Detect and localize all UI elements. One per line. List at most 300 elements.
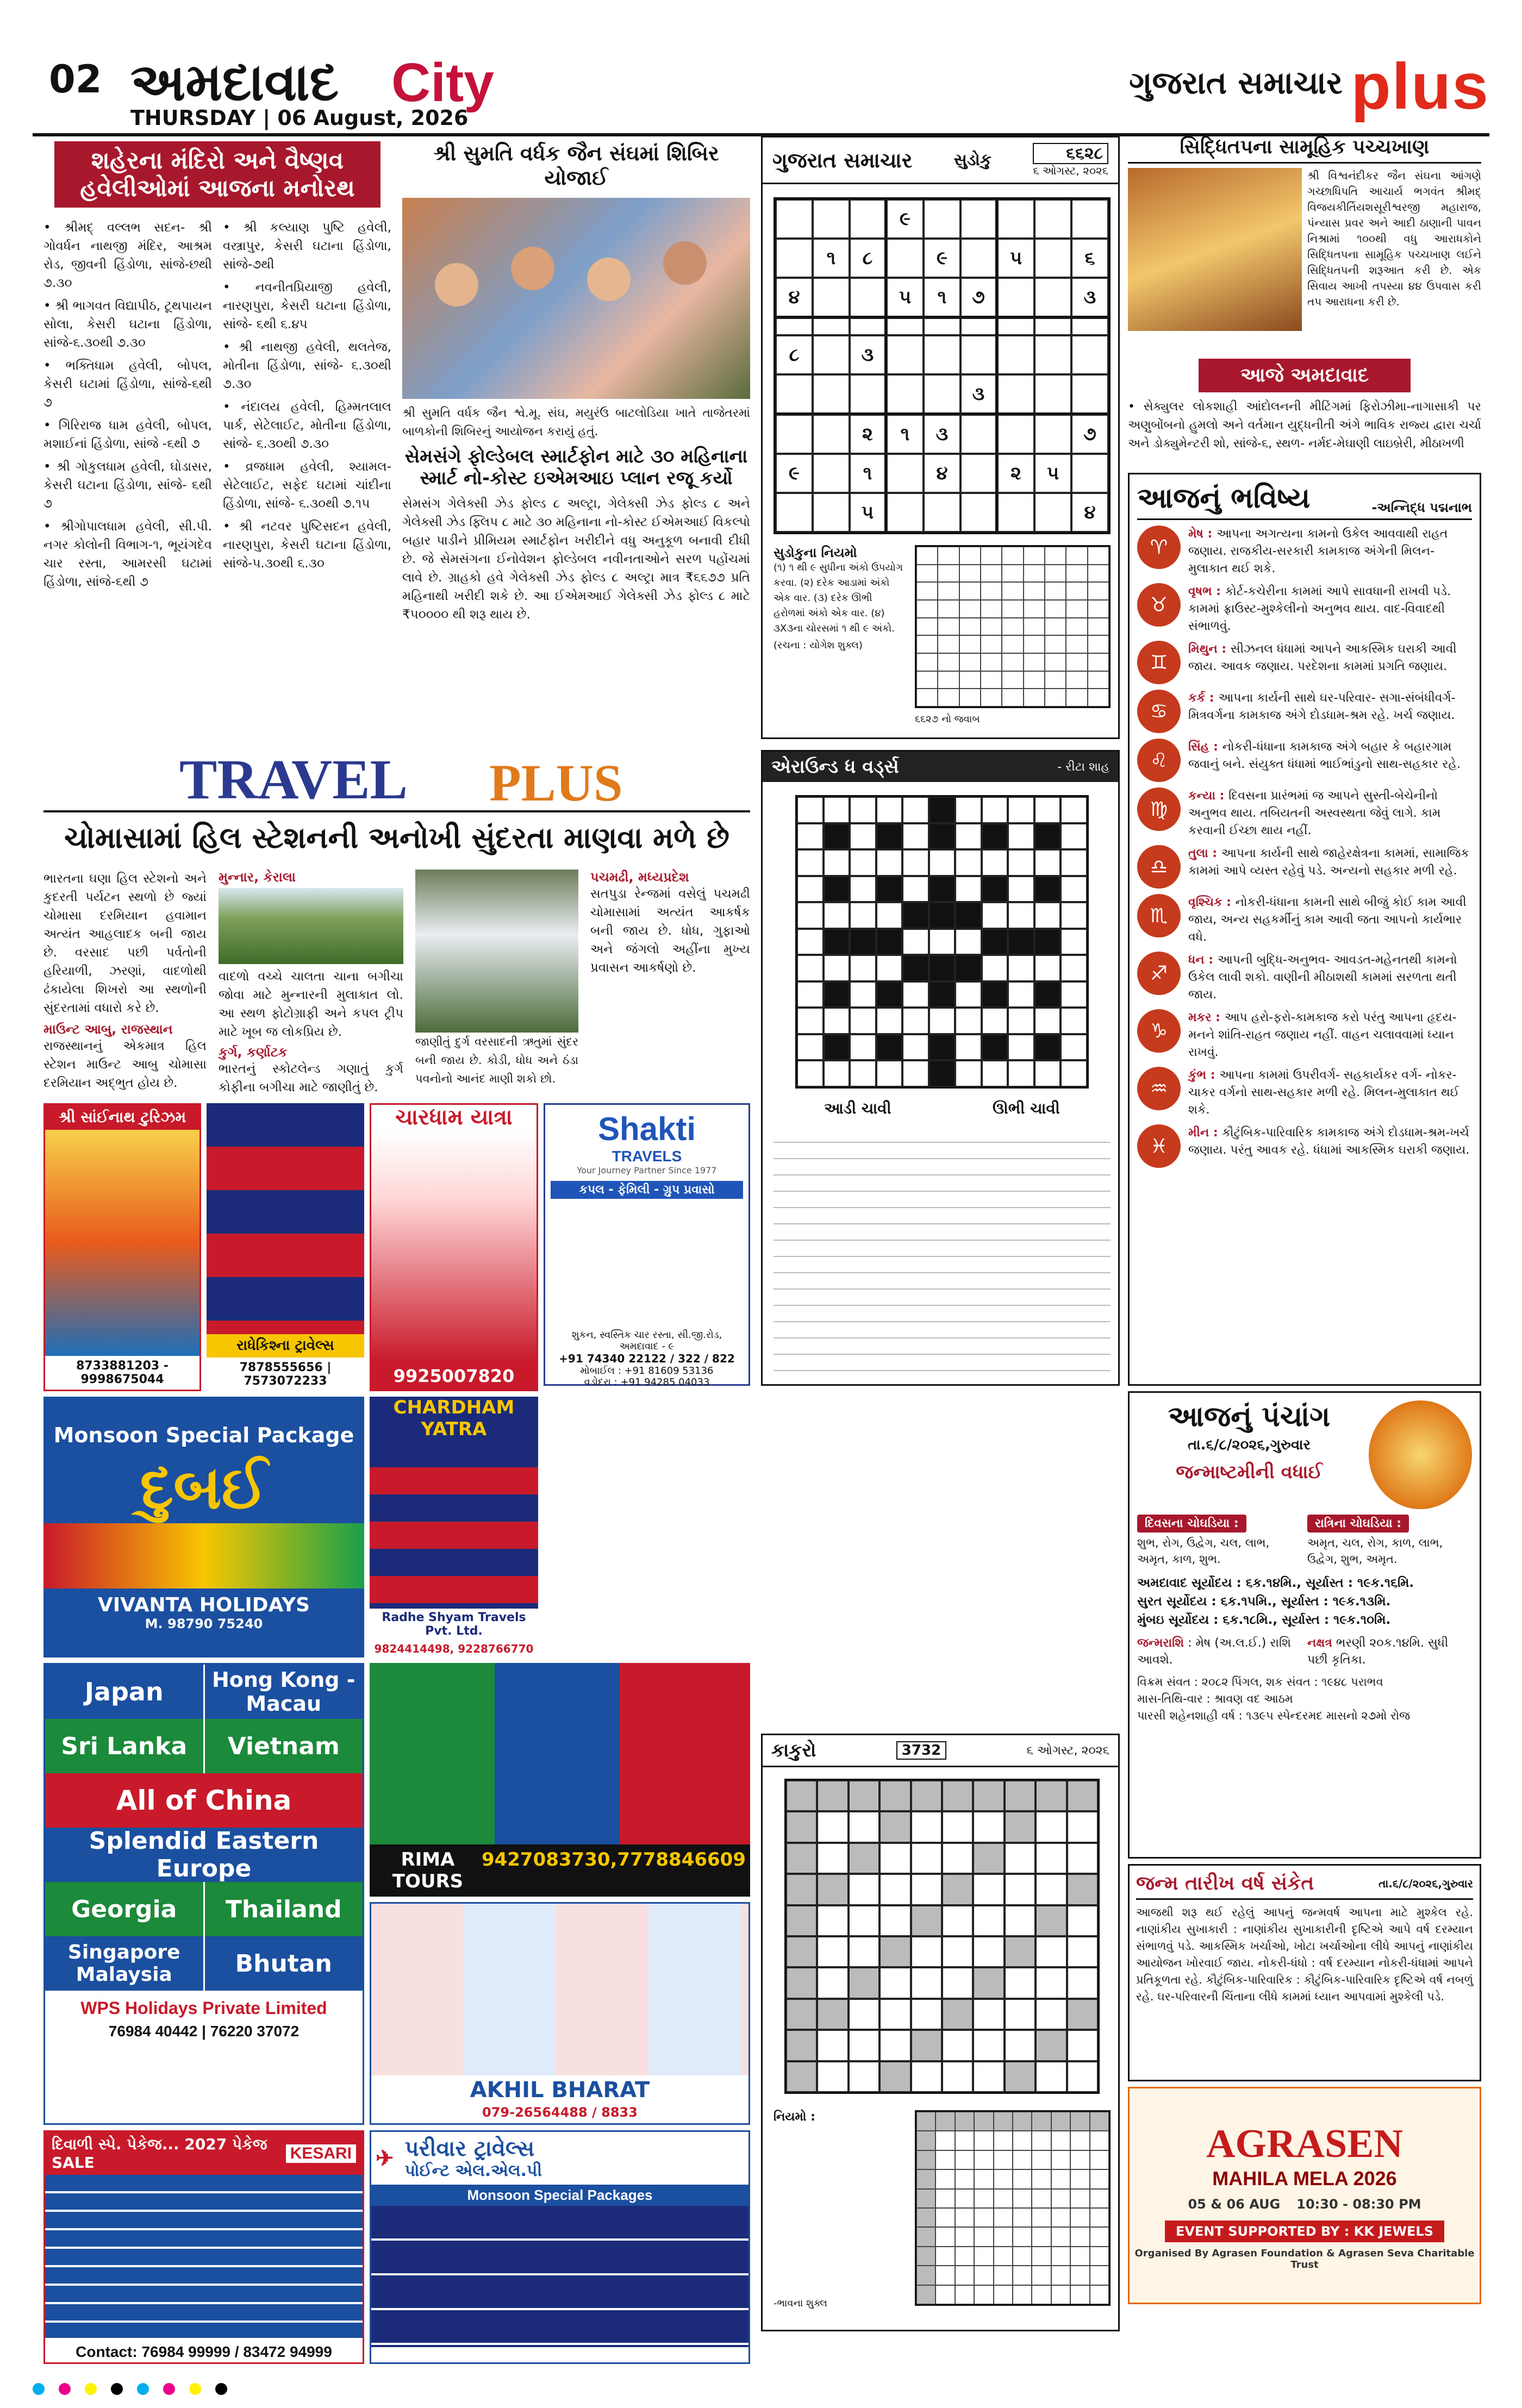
sudoku-answer-cell — [916, 671, 938, 689]
crossword-cell[interactable] — [1061, 823, 1087, 850]
crossword-cell[interactable] — [850, 823, 876, 850]
crossword-cell[interactable] — [1061, 1060, 1087, 1087]
sudoku-cell[interactable] — [813, 278, 850, 318]
kakuro-cell[interactable] — [942, 1967, 973, 1998]
crossword-cell[interactable] — [982, 902, 1008, 929]
sudoku-cell[interactable] — [776, 318, 813, 335]
kakuro-cell[interactable] — [1067, 1905, 1098, 1936]
sudoku-cell[interactable] — [776, 493, 813, 532]
kakuro-cell[interactable] — [817, 1905, 848, 1936]
sudoku-cell[interactable] — [960, 318, 997, 335]
sudoku-cell[interactable]: ૧ — [850, 454, 887, 493]
sudoku-answer-cell — [1002, 600, 1023, 618]
kakuro-cell[interactable] — [817, 1843, 848, 1874]
kakuro-cell[interactable] — [911, 2061, 942, 2092]
kakuro-grid[interactable] — [784, 1779, 1100, 2094]
radhe-kishan-ad[interactable] — [207, 1103, 364, 1391]
sainath-phone: 8733881203 - 9998675044 — [76, 1359, 169, 1386]
crossword-cell[interactable] — [1008, 1060, 1034, 1087]
sudoku-cell[interactable]: ૫ — [997, 239, 1034, 278]
kakuro-answer-cell — [935, 2131, 955, 2150]
city-title-english: City — [391, 52, 494, 113]
sudoku-cell[interactable] — [776, 415, 813, 454]
crossword-cell[interactable] — [876, 902, 903, 929]
crossword-cell[interactable] — [1061, 849, 1087, 876]
sudoku-cell[interactable]: ૫ — [887, 278, 924, 318]
crossword-cell[interactable] — [982, 849, 1008, 876]
wps-china: All of China — [45, 1773, 363, 1828]
sudoku-cell[interactable]: ૫ — [850, 493, 887, 532]
sudoku-cell[interactable] — [813, 199, 850, 239]
akhil-bharat-ad[interactable] — [370, 1902, 750, 2125]
kakuro-cell[interactable] — [849, 1999, 879, 2030]
sudoku-cell[interactable] — [887, 374, 924, 415]
crossword-cell[interactable] — [824, 1008, 850, 1034]
kakuro-clue-cell — [879, 1811, 910, 1842]
sudoku-answer-cell — [1024, 653, 1045, 671]
crossword-cell[interactable] — [955, 1060, 982, 1087]
sudoku-cell[interactable] — [776, 239, 813, 278]
crossword-cell[interactable] — [1061, 902, 1087, 929]
crossword-cell[interactable] — [1061, 1034, 1087, 1061]
crossword-cell[interactable] — [876, 1008, 903, 1034]
crossword-cell[interactable] — [824, 849, 850, 876]
crossword-cell[interactable] — [902, 823, 929, 850]
shakti-ad[interactable] — [544, 1103, 750, 1386]
sudoku-cell[interactable] — [813, 318, 850, 335]
kakuro-answer-cell — [1032, 2266, 1051, 2285]
zodiac-prediction: આપના અગત્યના કામનો ઉકેલ આવવાથી રાહત જણાય. રાજકીય-સરકારી કામકાજ અંગેની મિલન-મુલાકાત થઈ શકે. — [1188, 527, 1448, 576]
crossword-cell[interactable] — [1008, 1034, 1034, 1061]
kakuro-cell[interactable] — [1005, 1843, 1036, 1874]
crossword-cell[interactable] — [1008, 849, 1034, 876]
sudoku-grid[interactable] — [774, 197, 1111, 534]
kakuro-cell[interactable] — [942, 1936, 973, 1967]
crossword-cell[interactable] — [876, 797, 903, 823]
kakuro-cell[interactable] — [1005, 1999, 1036, 2030]
kesari-ad[interactable] — [43, 2130, 364, 2364]
zodiac-prediction: કૌટુંબિક-પારિવારિક કામકાજ અંગે દોડધામ-શ્રમ-ખર્ચ જણાય. પરંતુ આવક રહે. ધંધામાં આકસ્મિક ઘરાકી જણાય. — [1188, 1126, 1470, 1157]
crossword-cell[interactable] — [1034, 955, 1061, 981]
sudoku-cell[interactable]: ૧ — [924, 278, 960, 318]
crossword-cell[interactable] — [955, 929, 982, 955]
rima-ad[interactable] — [370, 1663, 750, 1897]
sudoku-cell[interactable]: ૩ — [960, 374, 997, 415]
sudoku-cell[interactable] — [1071, 374, 1108, 415]
zodiac-entry — [1137, 739, 1472, 782]
zodiac-icon: ♋ — [1137, 690, 1181, 733]
kakuro-cell[interactable] — [849, 1905, 879, 1936]
kakuro-cell[interactable] — [973, 2030, 1004, 2061]
sudoku-cell[interactable] — [1071, 199, 1108, 239]
zodiac-icon: ♐ — [1137, 952, 1181, 995]
crossword-cell[interactable] — [1034, 849, 1061, 876]
sudoku-cell[interactable] — [997, 278, 1034, 318]
crossword-cell[interactable] — [955, 1008, 982, 1034]
sudoku-answer-cell — [938, 689, 959, 706]
crossword-cell[interactable] — [876, 849, 903, 876]
kakuro-cell[interactable] — [1005, 1967, 1036, 1998]
sudoku-answer-cell — [1088, 600, 1109, 618]
akhil-title: AKHIL BHARAT — [470, 2078, 650, 2103]
kakuro-answer-cell — [935, 2150, 955, 2169]
sudoku-cell[interactable] — [924, 493, 960, 532]
kakuro-cell[interactable] — [1036, 1967, 1066, 1998]
kakuro-cell[interactable] — [1036, 1999, 1066, 2030]
sudoku-cell[interactable]: ૯ — [924, 239, 960, 278]
sudoku-cell[interactable] — [997, 493, 1034, 532]
sudoku-cell[interactable] — [960, 335, 997, 374]
crossword-cell[interactable] — [797, 823, 824, 850]
kakuro-cell[interactable] — [911, 1843, 942, 1874]
kakuro-cell[interactable] — [973, 1811, 1004, 1842]
crossword-cell[interactable] — [902, 929, 929, 955]
sudoku-cell[interactable]: ૯ — [776, 454, 813, 493]
crossword-cell[interactable] — [1034, 1060, 1061, 1087]
crossword-cell[interactable] — [797, 1008, 824, 1034]
sudoku-cell[interactable]: ૪ — [924, 454, 960, 493]
kakuro-cell[interactable] — [1005, 1874, 1036, 1905]
kakuro-cell[interactable] — [973, 1905, 1004, 1936]
sudoku-cell[interactable] — [1071, 454, 1108, 493]
crossword-cell[interactable] — [876, 1060, 903, 1087]
sudoku-answer-cell — [1045, 671, 1066, 689]
crossword-cell[interactable] — [1034, 1008, 1061, 1034]
crossword-cell[interactable] — [850, 876, 876, 903]
crossword-grid[interactable] — [795, 795, 1089, 1089]
kakuro-cell[interactable] — [1067, 1967, 1098, 1998]
sudoku-cell[interactable] — [997, 374, 1034, 415]
kakuro-cell[interactable] — [942, 1843, 973, 1874]
sudoku-cell[interactable]: ૨ — [997, 454, 1034, 493]
sudoku-cell[interactable] — [924, 374, 960, 415]
chardham-ad[interactable] — [370, 1103, 538, 1391]
sudoku-cell[interactable] — [776, 374, 813, 415]
sudoku-cell[interactable] — [850, 199, 887, 239]
crossword-cell[interactable] — [1061, 929, 1087, 955]
crossword-cell[interactable] — [902, 797, 929, 823]
crossword-cell[interactable] — [982, 1008, 1008, 1034]
crossword-cell[interactable] — [824, 1060, 850, 1087]
sudoku-answer-cell — [1002, 671, 1023, 689]
crossword-cell[interactable] — [797, 1034, 824, 1061]
sudoku-cell[interactable]: ૧ — [887, 415, 924, 454]
sudoku-cell[interactable]: ૮ — [850, 239, 887, 278]
kakuro-answer-cell — [1090, 2247, 1109, 2266]
sudoku-cell[interactable] — [887, 493, 924, 532]
kakuro-cell[interactable] — [1067, 2030, 1098, 2061]
crossword-cell[interactable] — [902, 1034, 929, 1061]
kakuro-cell[interactable] — [911, 1811, 942, 1842]
crossword-cell[interactable] — [850, 955, 876, 981]
sudoku-cell[interactable]: ૨ — [850, 415, 887, 454]
crossword-cell[interactable] — [902, 849, 929, 876]
zodiac-entry — [1137, 1124, 1472, 1168]
zodiac-prediction: આપના કામમાં ઉપરીવર્ગ- સહકાર્યકર વર્ગ- નોકર-ચાકર વર્ગનો સાથ-સહકાર મળી રહે. મિલન-મુલાકાત થઈ શકે. — [1188, 1068, 1459, 1117]
kakuro-cell[interactable] — [879, 1874, 910, 1905]
crossword-cell[interactable] — [1008, 876, 1034, 903]
sudoku-cell[interactable] — [960, 493, 997, 532]
crossword-black-cell — [1034, 823, 1061, 850]
kakuro-cell[interactable] — [879, 2030, 910, 2061]
kakuro-cell[interactable] — [1067, 1843, 1098, 1874]
crossword-cell[interactable] — [1061, 955, 1087, 981]
kakuro-cell[interactable] — [1067, 2061, 1098, 2092]
kakuro-cell[interactable] — [879, 1967, 910, 1998]
sudoku-cell[interactable] — [960, 199, 997, 239]
crossword-cell[interactable] — [876, 955, 903, 981]
sudoku-cell[interactable] — [1034, 278, 1071, 318]
crossword-cell[interactable] — [797, 955, 824, 981]
sudoku-cell[interactable] — [1034, 199, 1071, 239]
panchang-title: આજનું પંચાંગ — [1168, 1400, 1331, 1433]
crossword-cell[interactable] — [797, 849, 824, 876]
crossword-cell[interactable] — [929, 1008, 956, 1034]
crossword-cell[interactable] — [797, 902, 824, 929]
kakuro-cell[interactable] — [849, 1936, 879, 1967]
kakuro-cell[interactable] — [1005, 2030, 1036, 2061]
kakuro-clue-cell — [879, 1936, 910, 1967]
crossword-cell[interactable] — [850, 902, 876, 929]
sudoku-cell[interactable]: ૩ — [1071, 278, 1108, 318]
temple-item: • શ્રી ગોકુલધામ હવેલી, ઘોડાસર, કેસરી ઘટાના હિંડોળા, સાંજે- ૬થી ૭ — [43, 460, 212, 511]
kakuro-answer-cell — [1070, 2112, 1089, 2131]
sudoku-cell[interactable] — [813, 374, 850, 415]
kakuro-cell[interactable] — [942, 2061, 973, 2092]
kakuro-cell[interactable] — [1036, 2061, 1066, 2092]
kakuro-cell[interactable] — [817, 2030, 848, 2061]
sudoku-cell[interactable]: ૪ — [776, 278, 813, 318]
crossword-cell[interactable] — [850, 1034, 876, 1061]
kakuro-cell[interactable] — [942, 1811, 973, 1842]
sudoku-cell[interactable]: ૫ — [1034, 454, 1071, 493]
crossword-cell[interactable] — [850, 1060, 876, 1087]
sudoku-answer-cell — [981, 582, 1002, 600]
zodiac-name: કન્યા : — [1188, 789, 1229, 803]
sudoku-cell[interactable] — [1034, 318, 1071, 335]
sudoku-cell[interactable] — [850, 278, 887, 318]
kakuro-cell[interactable] — [1005, 1905, 1036, 1936]
crossword-cell[interactable] — [982, 797, 1008, 823]
crossword-cell[interactable] — [1034, 797, 1061, 823]
parivar-ad[interactable] — [370, 2130, 750, 2364]
kakuro-cell[interactable] — [879, 1843, 910, 1874]
crossword-cell[interactable] — [982, 955, 1008, 981]
kakuro-cell[interactable] — [942, 2030, 973, 2061]
sudoku-cell[interactable] — [997, 415, 1034, 454]
parivar-title2: પોઈન્ટ એલ.એલ.પી — [404, 2161, 542, 2180]
sudoku-cell[interactable] — [997, 318, 1034, 335]
crossword-cell[interactable] — [902, 876, 929, 903]
kakuro-cell[interactable] — [817, 2061, 848, 2092]
kakuro-cell[interactable] — [879, 1905, 910, 1936]
kakuro-answer-cell — [1051, 2131, 1070, 2150]
radhe-shyam-ad[interactable] — [370, 1397, 538, 1658]
kakuro-cell[interactable] — [1067, 1811, 1098, 1842]
crossword-cell[interactable] — [902, 1008, 929, 1034]
sudoku-cell[interactable]: ૩ — [850, 335, 887, 374]
crossword-cell[interactable] — [850, 1008, 876, 1034]
crossword-cell[interactable] — [1061, 1008, 1087, 1034]
sudoku-cell[interactable] — [813, 335, 850, 374]
sudoku-cell[interactable]: ૬ — [1071, 239, 1108, 278]
kakuro-cell[interactable] — [973, 1999, 1004, 2030]
sudoku-answer-cell — [1066, 653, 1087, 671]
crossword-cell[interactable] — [824, 955, 850, 981]
crossword-cell[interactable] — [1061, 981, 1087, 1008]
crossword-section — [761, 750, 1120, 1386]
crossword-cell[interactable] — [902, 981, 929, 1008]
crossword-cell[interactable] — [797, 797, 824, 823]
kakuro-cell[interactable] — [911, 1999, 942, 2030]
crossword-cell[interactable] — [1008, 797, 1034, 823]
sudoku-cell[interactable] — [850, 318, 887, 335]
kakuro-answer-cell — [955, 2131, 974, 2150]
sudoku-cell[interactable]: ૪ — [1071, 493, 1108, 532]
kakuro-answer-cell — [974, 2208, 993, 2227]
kakuro-cell[interactable] — [849, 1811, 879, 1842]
sudoku-answer-cell — [1045, 565, 1066, 583]
sudoku-cell[interactable] — [924, 335, 960, 374]
sudoku-cell[interactable] — [960, 454, 997, 493]
kakuro-cell[interactable] — [973, 1874, 1004, 1905]
crossword-cell[interactable] — [955, 849, 982, 876]
sudoku-cell[interactable] — [813, 454, 850, 493]
sudoku-cell[interactable]: ૧ — [813, 239, 850, 278]
wps-japan: Japan — [45, 1665, 203, 1719]
sainath-ad[interactable] — [43, 1103, 201, 1391]
kakuro-cell[interactable] — [911, 1936, 942, 1967]
aaje-section — [1128, 359, 1481, 467]
crossword-cell[interactable] — [797, 1060, 824, 1087]
crossword-cell[interactable] — [982, 1060, 1008, 1087]
kakuro-cell[interactable] — [849, 2061, 879, 2092]
kakuro-cell[interactable] — [849, 2030, 879, 2061]
kakuro-clue-cell — [911, 1905, 942, 1936]
vivanta-ad[interactable] — [43, 1397, 364, 1658]
crossword-cell[interactable] — [797, 876, 824, 903]
kakuro-cell[interactable] — [1067, 1936, 1098, 1967]
crossword-cell[interactable] — [850, 981, 876, 1008]
crossword-cell[interactable] — [1008, 902, 1034, 929]
travel-h-munnar: મુન્નાર, કેરાલા — [219, 870, 296, 885]
sudoku-cell[interactable] — [960, 239, 997, 278]
kakuro-cell[interactable] — [1036, 1874, 1066, 1905]
sudoku-cell[interactable] — [887, 335, 924, 374]
sudoku-cell[interactable] — [1034, 239, 1071, 278]
kakuro-cell[interactable] — [879, 1999, 910, 2030]
sudoku-cell[interactable] — [997, 199, 1034, 239]
sudoku-cell[interactable]: ૭ — [1071, 415, 1108, 454]
crossword-cell[interactable] — [850, 849, 876, 876]
sudoku-cell[interactable] — [1034, 415, 1071, 454]
kakuro-cell[interactable] — [817, 1811, 848, 1842]
sudoku-cell[interactable]: ૮ — [776, 335, 813, 374]
kakuro-cell[interactable] — [973, 2061, 1004, 2092]
sudoku-cell[interactable] — [1071, 318, 1108, 335]
sudoku-cell[interactable]: ૩ — [924, 415, 960, 454]
aaje-title: આજે અમદાવાદ — [1199, 359, 1411, 392]
sudoku-cell[interactable]: ૯ — [887, 199, 924, 239]
kakuro-cell[interactable] — [849, 1874, 879, 1905]
sudoku-cell[interactable] — [813, 415, 850, 454]
crossword-cell[interactable] — [1008, 823, 1034, 850]
crossword-cell[interactable] — [824, 797, 850, 823]
kakuro-cell[interactable] — [817, 1936, 848, 1967]
crossword-cell[interactable] — [1061, 797, 1087, 823]
sudoku-answer-cell — [938, 653, 959, 671]
crossword-cell[interactable] — [955, 876, 982, 903]
sudoku-answer-cell — [1045, 582, 1066, 600]
kakuro-cell[interactable] — [911, 1874, 942, 1905]
sudoku-cell[interactable] — [924, 199, 960, 239]
kakuro-cell[interactable] — [942, 1905, 973, 1936]
sudoku-cell[interactable]: ૭ — [960, 278, 997, 318]
crossword-cell[interactable] — [1008, 955, 1034, 981]
sudoku-cell[interactable] — [924, 318, 960, 335]
crossword-cell[interactable] — [955, 981, 982, 1008]
wps-ad[interactable] — [43, 1663, 364, 2125]
kakuro-cell[interactable] — [973, 1936, 1004, 1967]
sudoku-cell[interactable] — [887, 318, 924, 335]
sudoku-cell[interactable] — [887, 454, 924, 493]
kakuro-date: ૬ ઓગસ્ટ, ૨૦૨૬ — [1026, 1743, 1109, 1757]
sudoku-cell[interactable] — [1034, 493, 1071, 532]
kakuro-clue-cell — [786, 1874, 817, 1905]
wps-bhutan: Bhutan — [203, 1936, 363, 1991]
crossword-cell[interactable] — [1008, 1008, 1034, 1034]
zodiac-entry — [1137, 690, 1472, 733]
crossword-cell[interactable] — [902, 1060, 929, 1087]
kakuro-cell[interactable] — [911, 1967, 942, 1998]
sudoku-cell[interactable] — [1034, 335, 1071, 374]
crossword-cell[interactable] — [1034, 902, 1061, 929]
zodiac-icon: ♌ — [1137, 739, 1181, 782]
sudoku-answer-cell — [1088, 618, 1109, 636]
crossword-cell[interactable] — [955, 823, 982, 850]
horoscope-section — [1128, 473, 1481, 1386]
kakuro-cell[interactable] — [817, 1967, 848, 1998]
crossword-cell[interactable] — [929, 929, 956, 955]
crossword-cell[interactable] — [929, 849, 956, 876]
zodiac-text — [1188, 1009, 1472, 1061]
crossword-cell[interactable] — [1008, 981, 1034, 1008]
agrasen-ad[interactable] — [1128, 2087, 1481, 2304]
zodiac-icon: ♍ — [1137, 787, 1181, 831]
sudoku-cell[interactable] — [776, 199, 813, 239]
crossword-cell[interactable] — [1061, 876, 1087, 903]
sudoku-answer-cell — [916, 635, 938, 653]
sudoku-cell[interactable] — [887, 239, 924, 278]
kakuro-cell[interactable] — [1036, 1843, 1066, 1874]
zodiac-text — [1188, 583, 1472, 635]
kakuro-cell[interactable] — [1036, 1936, 1066, 1967]
crossword-cell[interactable] — [850, 797, 876, 823]
crossword-cell[interactable] — [797, 929, 824, 955]
crossword-cell[interactable] — [824, 902, 850, 929]
sudoku-cell[interactable] — [960, 415, 997, 454]
sudoku-cell[interactable] — [1071, 335, 1108, 374]
kakuro-clue-cell — [786, 2030, 817, 2061]
sudoku-cell[interactable] — [1034, 374, 1071, 415]
crossword-cell[interactable] — [955, 797, 982, 823]
sudoku-cell[interactable] — [813, 493, 850, 532]
sudoku-cell[interactable] — [997, 335, 1034, 374]
crossword-cell[interactable] — [797, 981, 824, 1008]
sudoku-cell[interactable] — [850, 374, 887, 415]
kakuro-cell[interactable] — [1036, 1811, 1066, 1842]
crossword-cell[interactable] — [955, 1034, 982, 1061]
